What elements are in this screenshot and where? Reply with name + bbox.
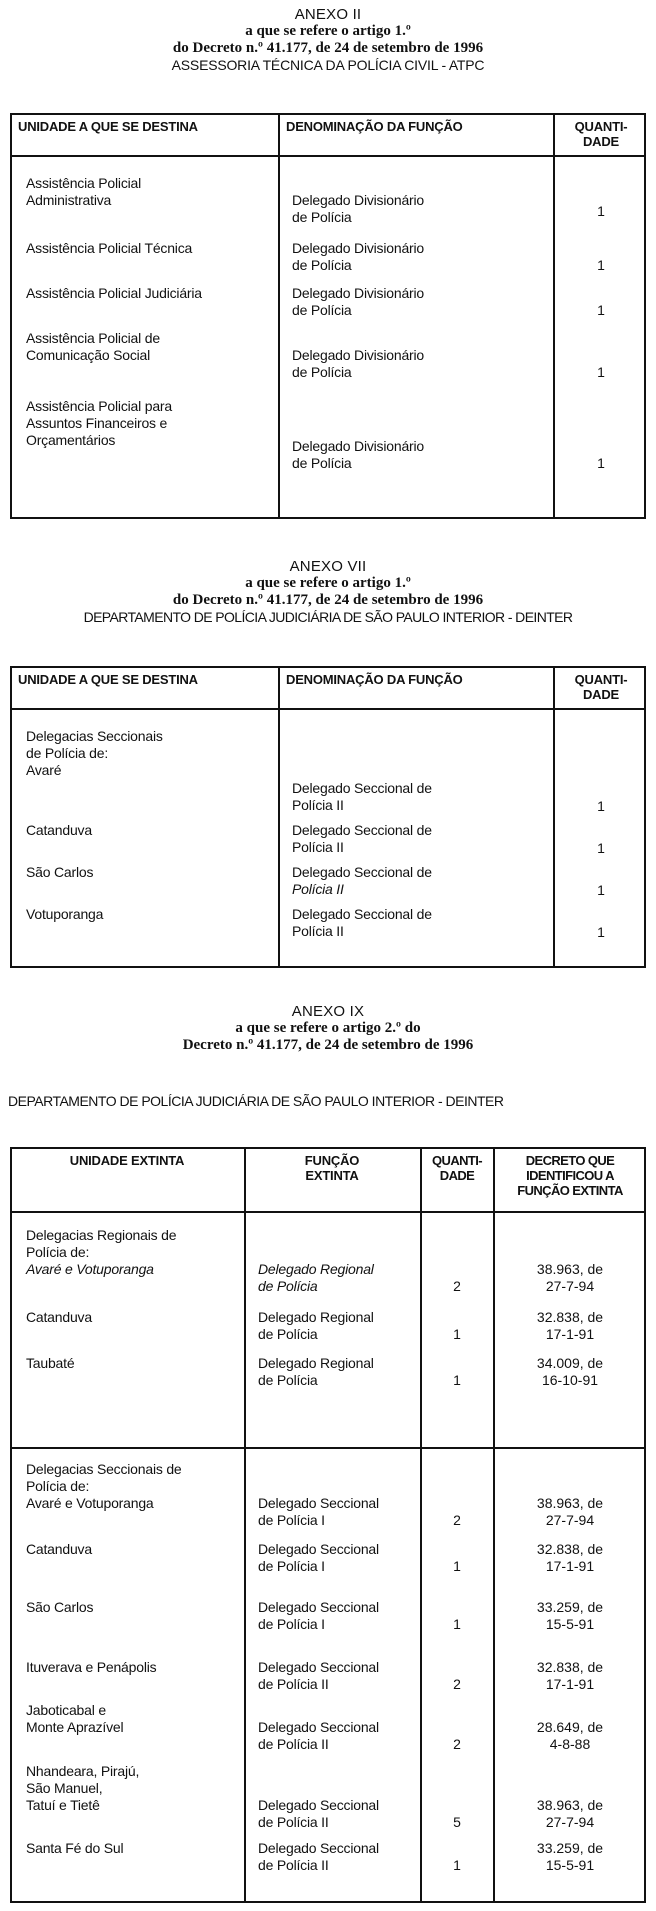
anexo9-g2-row5-unit-l1: Jaboticabal e <box>26 1702 106 1718</box>
anexo9-g2-row1-unit <box>26 1495 154 1512</box>
anexo9-g2-row5-func <box>258 1719 379 1753</box>
anexo9-g2-row1-func <box>258 1495 379 1529</box>
anexo9-g2-row1-decree <box>495 1495 645 1529</box>
anexo2-row2-func-l1: Delegado Divisionário <box>292 240 424 256</box>
anexo9-g1-row3-decree <box>495 1355 645 1389</box>
anexo2-table <box>10 113 646 519</box>
anexo9-g2-row4-func-l1: Delegado Seccional <box>258 1659 379 1675</box>
anexo9-g2-row7-unit-l1: Santa Fé do Sul <box>26 1840 124 1856</box>
anexo9-g2-row7-func <box>258 1840 379 1874</box>
anexo2-row1-func-l2: de Polícia <box>292 209 352 225</box>
anexo9-header <box>0 1003 656 1054</box>
anexo7-row1-func-l2: Polícia II <box>292 797 344 813</box>
anexo2-row1-unit-l2: Administrativa <box>26 192 112 208</box>
anexo2-row2-unit-l1: Assistência Policial Técnica <box>26 240 193 256</box>
anexo7-row3-func-l2: Polícia II <box>292 881 344 897</box>
anexo9-col-decree-1: DECRETO QUE <box>525 1153 615 1168</box>
anexo9-g2-row3-func-l1: Delegado Seccional <box>258 1599 379 1615</box>
anexo2-row4-func-l2: de Polícia <box>292 364 352 380</box>
anexo7-table-header <box>12 668 644 710</box>
anexo2-row5-func <box>292 438 424 472</box>
anexo9-g2-row5-func-l2: de Polícia II <box>258 1736 329 1752</box>
anexo9-g2-row4-func-l2: de Polícia II <box>258 1676 329 1692</box>
anexo7-row4-unit: Votuporanga <box>26 906 104 922</box>
anexo9-col-qty-1: QUANTI- <box>432 1153 482 1168</box>
anexo9-g1-row2-decree <box>495 1309 645 1343</box>
anexo7-row2-qty: 1 <box>597 840 605 856</box>
anexo2-row5-func-l1: Delegado Divisionário <box>292 438 424 454</box>
anexo7-row3-func <box>292 864 432 898</box>
anexo9-g2-row3-decree <box>495 1599 645 1633</box>
anexo2-row4-unit-l2: Comunicação Social <box>26 347 151 363</box>
anexo9-g1-row3-qty: 1 <box>453 1372 461 1388</box>
anexo2-row5-qty: 1 <box>597 455 605 471</box>
anexo9-g2-row5-func-l1: Delegado Seccional <box>258 1719 379 1735</box>
anexo2-row2-unit <box>26 240 192 257</box>
anexo9-g2-row2-unit-l1: Catanduva <box>26 1541 92 1557</box>
anexo9-g2-row6-func-l1: Delegado Seccional <box>258 1797 379 1813</box>
anexo7-row1-func-l1: Delegado Seccional de <box>292 780 432 796</box>
anexo2-row4-qty: 1 <box>597 364 605 380</box>
anexo7-title: ANEXO VII <box>289 558 367 575</box>
anexo9-table-header <box>12 1149 644 1213</box>
anexo2-row1-qty: 1 <box>597 203 605 219</box>
anexo2-row3-qty: 1 <box>597 302 605 318</box>
anexo9-dept: DEPARTAMENTO DE POLÍCIA JUDICIÁRIA DE SÃO PAULO INTERIOR - DEINTER <box>8 1093 504 1109</box>
anexo9-g2-row7-func-l2: de Polícia II <box>258 1857 329 1873</box>
anexo9-g1-row1-unit: Avaré e Votuporanga <box>26 1261 154 1277</box>
anexo9-g1-row3-unit: Taubaté <box>26 1355 75 1371</box>
anexo2-row2-qty: 1 <box>597 257 605 273</box>
anexo2-decree: do Decreto n.º 41.177, de 24 de setembro de 1996 <box>172 40 484 56</box>
anexo9-group2-l2: Polícia de: <box>26 1478 90 1494</box>
anexo2-row4-unit <box>26 330 160 364</box>
anexo2-ref: a que se refere o artigo 1.º <box>245 23 411 39</box>
anexo9-col-unit: UNIDADE EXTINTA <box>69 1153 185 1168</box>
anexo9-g1-row3-decree-l2: 16-10-91 <box>541 1372 599 1388</box>
anexo9-g1-row2-func <box>258 1309 374 1343</box>
anexo9-g1-row1-func-l2: de Polícia <box>258 1278 318 1294</box>
anexo2-row3-unit-l1: Assistência Policial Judiciária <box>26 285 202 301</box>
anexo2-col-qty-1: QUANTI- <box>574 119 628 134</box>
anexo9-g2-row6-unit-l1: Nhandeara, Pirajú, <box>26 1763 140 1779</box>
anexo9-g1-row2-decree-l2: 17-1-91 <box>545 1326 595 1342</box>
anexo2-row4-func <box>292 347 424 381</box>
anexo9-g2-row2-decree-l1: 32.838, de <box>536 1541 604 1557</box>
anexo7-row4-func-l1: Delegado Seccional de <box>292 906 432 922</box>
anexo9-g2-row3-qty: 1 <box>453 1616 461 1632</box>
anexo2-row3-unit <box>26 285 202 302</box>
anexo9-g2-row1-unit-l1: Avaré e Votuporanga <box>26 1495 154 1511</box>
anexo9-g2-row4-func <box>258 1659 379 1693</box>
anexo9-col-decree-3: FUNÇÃO EXTINTA <box>517 1183 623 1198</box>
anexo2-row1-unit-l1: Assistência Policial <box>26 175 142 191</box>
anexo2-row3-func-l1: Delegado Divisionário <box>292 285 424 301</box>
anexo9-g2-row5-unit <box>26 1702 123 1736</box>
anexo9-g1-row1-decree-l2: 27-7-94 <box>545 1278 595 1294</box>
anexo9-g1-row2-func-l2: de Polícia <box>258 1326 318 1342</box>
anexo2-row1-unit <box>26 175 141 209</box>
anexo7-table <box>10 666 646 968</box>
anexo9-g2-row2-decree <box>495 1541 645 1575</box>
anexo2-vline-1 <box>278 115 280 517</box>
anexo9-g2-row7-decree-l2: 15-5-91 <box>545 1857 595 1873</box>
anexo2-table-header <box>12 115 644 157</box>
anexo7-dept: DEPARTAMENTO DE POLÍCIA JUDICIÁRIA DE SÃO PAULO INTERIOR - DEINTER <box>83 609 573 625</box>
anexo7-col-func: DENOMINAÇÃO DA FUNÇÃO <box>286 672 463 687</box>
anexo9-g2-row6-func <box>258 1797 379 1831</box>
anexo7-col-qty-1: QUANTI- <box>574 672 628 687</box>
anexo9-g2-row5-decree <box>495 1719 645 1753</box>
anexo9-g1-row3-func-l2: de Polícia <box>258 1372 318 1388</box>
anexo9-g1-row3-func-l1: Delegado Regional <box>258 1355 374 1371</box>
anexo9-g2-row2-qty: 1 <box>453 1558 461 1574</box>
anexo2-dept: ASSESSORIA TÉCNICA DA POLÍCIA CIVIL - ATPC <box>171 57 485 73</box>
anexo9-group1-l1: Delegacias Regionais de <box>26 1227 177 1243</box>
anexo9-g2-row3-unit-l1: São Carlos <box>26 1599 94 1615</box>
anexo9-g2-row2-func-l2: de Polícia I <box>258 1558 325 1574</box>
anexo9-g2-row3-decree-l1: 33.259, de <box>536 1599 604 1615</box>
anexo9-group1-label <box>26 1227 176 1261</box>
anexo2-row5-func-l2: de Polícia <box>292 455 352 471</box>
anexo9-g1-row2-unit: Catanduva <box>26 1309 92 1325</box>
anexo9-col-decree <box>495 1149 645 1211</box>
anexo7-row1-qty: 1 <box>597 798 605 814</box>
anexo9-col-func-2: EXTINTA <box>305 1168 359 1183</box>
anexo9-g2-row2-decree-l2: 17-1-91 <box>545 1558 595 1574</box>
anexo9-g2-row6-decree-l2: 27-7-94 <box>545 1814 595 1830</box>
anexo7-row3-unit: São Carlos <box>26 864 94 880</box>
anexo9-g2-row7-unit <box>26 1840 123 1857</box>
anexo9-title: ANEXO IX <box>291 1003 365 1020</box>
anexo2-row4-func-l1: Delegado Divisionário <box>292 347 424 363</box>
anexo7-row1-unit: Avaré <box>26 762 62 778</box>
anexo9-group1-l2: Polícia de: <box>26 1244 90 1260</box>
anexo9-g2-row3-func <box>258 1599 379 1633</box>
anexo9-g2-row4-unit-l1: Ituverava e Penápolis <box>26 1659 157 1675</box>
anexo9-col-func-1: FUNÇÃO <box>304 1153 360 1168</box>
anexo9-g2-row2-func-l1: Delegado Seccional <box>258 1541 379 1557</box>
anexo7-vline-1 <box>278 668 280 966</box>
anexo7-col-qty-2: DADE <box>582 687 620 702</box>
anexo9-group2-label <box>26 1461 182 1495</box>
anexo9-g1-row1-func-l1: Delegado Regional <box>258 1261 374 1277</box>
anexo2-row4-unit-l1: Assistência Policial de <box>26 330 160 346</box>
anexo9-col-qty-2: DADE <box>439 1168 475 1183</box>
anexo9-g2-row2-unit <box>26 1541 92 1558</box>
anexo7-row2-func-l2: Polícia II <box>292 839 344 855</box>
anexo7-row4-func-l2: Polícia II <box>292 923 344 939</box>
anexo9-g2-row1-decree-l1: 38.963, de <box>536 1495 604 1511</box>
anexo9-g2-row4-decree <box>495 1659 645 1693</box>
anexo9-g2-row6-decree-l1: 38.963, de <box>536 1797 604 1813</box>
anexo2-title: ANEXO II <box>294 6 362 23</box>
anexo9-g2-row4-qty: 2 <box>453 1676 461 1692</box>
anexo7-decree: do Decreto n.º 41.177, de 24 de setembro de 1996 <box>172 592 484 608</box>
anexo9-g2-row6-func-l2: de Polícia II <box>258 1814 329 1830</box>
anexo9-g2-row6-decree <box>495 1797 645 1831</box>
anexo2-row2-func <box>292 240 424 274</box>
anexo2-row5-unit-l1: Assistência Policial para <box>26 398 172 414</box>
anexo9-g2-row1-qty: 2 <box>453 1512 461 1528</box>
anexo7-row2-func-l1: Delegado Seccional de <box>292 822 432 838</box>
anexo9-g2-row3-decree-l2: 15-5-91 <box>545 1616 595 1632</box>
anexo9-divider <box>12 1447 644 1449</box>
anexo2-col-func: DENOMINAÇÃO DA FUNÇÃO <box>286 119 463 134</box>
anexo9-g1-row1-qty: 2 <box>453 1278 461 1294</box>
anexo9-table <box>10 1147 646 1903</box>
anexo9-g2-row6-qty: 5 <box>453 1814 461 1830</box>
anexo2-row5-unit <box>26 398 172 449</box>
anexo9-g2-row2-func <box>258 1541 379 1575</box>
anexo9-g2-row1-func-l1: Delegado Seccional <box>258 1495 379 1511</box>
anexo9-g2-row7-func-l1: Delegado Seccional <box>258 1840 379 1856</box>
anexo9-col-qty <box>422 1149 492 1211</box>
anexo2-vline-2 <box>553 115 555 517</box>
anexo9-g2-row5-qty: 2 <box>453 1736 461 1752</box>
anexo2-row2-func-l2: de Polícia <box>292 257 352 273</box>
anexo9-vline-1 <box>244 1149 246 1901</box>
anexo9-group2-l1: Delegacias Seccionais de <box>26 1461 182 1477</box>
anexo7-group-l2: de Polícia de: <box>26 745 109 761</box>
anexo9-col-decree-2: IDENTIFICOU A <box>526 1168 614 1183</box>
anexo9-g2-row6-unit-l3: Tatuí e Tietê <box>26 1797 100 1813</box>
anexo7-group-l1: Delegacias Seccionais <box>26 728 163 744</box>
anexo7-row2-func <box>292 822 432 856</box>
anexo9-g1-row2-decree-l1: 32.838, de <box>536 1309 604 1325</box>
anexo9-g2-row6-unit-l2: São Manuel, <box>26 1780 103 1796</box>
anexo9-g1-row3-decree-l1: 34.009, de <box>536 1355 604 1371</box>
anexo2-row1-func <box>292 192 424 226</box>
anexo9-g2-row4-unit <box>26 1659 156 1676</box>
anexo7-row3-func-l1: Delegado Seccional de <box>292 864 432 880</box>
anexo9-g1-row1-decree-l1: 38.963, de <box>536 1261 604 1277</box>
anexo7-col-unit: UNIDADE A QUE SE DESTINA <box>18 672 198 687</box>
anexo9-g2-row6-unit <box>26 1763 139 1814</box>
anexo9-g2-row5-decree-l1: 28.649, de <box>536 1719 604 1735</box>
anexo2-row1-func-l1: Delegado Divisionário <box>292 192 424 208</box>
anexo2-col-qty <box>556 115 646 155</box>
anexo7-row4-qty: 1 <box>597 924 605 940</box>
anexo9-decree: Decreto n.º 41.177, de 24 de setembro de 1996 <box>182 1037 474 1053</box>
anexo9-g2-row4-decree-l2: 17-1-91 <box>545 1676 595 1692</box>
anexo9-g2-row7-decree-l1: 33.259, de <box>536 1840 604 1856</box>
anexo9-g2-row4-decree-l1: 32.838, de <box>536 1659 604 1675</box>
anexo9-col-func <box>246 1149 418 1211</box>
anexo2-header <box>0 6 656 74</box>
anexo7-row4-func <box>292 906 432 940</box>
anexo7-header <box>0 558 656 626</box>
anexo9-g1-row1-func <box>258 1261 374 1295</box>
anexo9-g1-row2-qty: 1 <box>453 1326 461 1342</box>
anexo7-row2-unit: Catanduva <box>26 822 92 838</box>
anexo9-g2-row1-decree-l2: 27-7-94 <box>545 1512 595 1528</box>
anexo9-g2-row3-unit <box>26 1599 93 1616</box>
anexo9-ref: a que se refere o artigo 2.º do <box>235 1020 421 1036</box>
anexo7-vline-2 <box>553 668 555 966</box>
anexo9-g2-row3-func-l2: de Polícia I <box>258 1616 325 1632</box>
anexo9-g2-row7-qty: 1 <box>453 1857 461 1873</box>
anexo7-group-label <box>26 728 163 762</box>
anexo2-col-unit: UNIDADE A QUE SE DESTINA <box>18 119 198 134</box>
anexo7-ref: a que se refere o artigo 1.º <box>245 575 411 591</box>
anexo9-g1-row1-decree <box>495 1261 645 1295</box>
anexo7-row1-func <box>292 780 432 814</box>
anexo2-row3-func <box>292 285 424 319</box>
anexo9-g2-row1-func-l2: de Polícia I <box>258 1512 325 1528</box>
anexo9-g1-row3-func <box>258 1355 374 1389</box>
anexo2-row5-unit-l3: Orçamentários <box>26 432 116 448</box>
anexo2-row5-unit-l2: Assuntos Financeiros e <box>26 415 168 431</box>
anexo9-g2-row5-decree-l2: 4-8-88 <box>549 1736 591 1752</box>
anexo9-g1-row2-func-l1: Delegado Regional <box>258 1309 374 1325</box>
anexo2-row3-func-l2: de Polícia <box>292 302 352 318</box>
anexo2-col-qty-2: DADE <box>582 134 620 149</box>
anexo7-row3-qty: 1 <box>597 882 605 898</box>
anexo7-col-qty <box>556 668 646 708</box>
anexo9-g2-row7-decree <box>495 1840 645 1874</box>
anexo9-g2-row5-unit-l2: Monte Aprazível <box>26 1719 124 1735</box>
